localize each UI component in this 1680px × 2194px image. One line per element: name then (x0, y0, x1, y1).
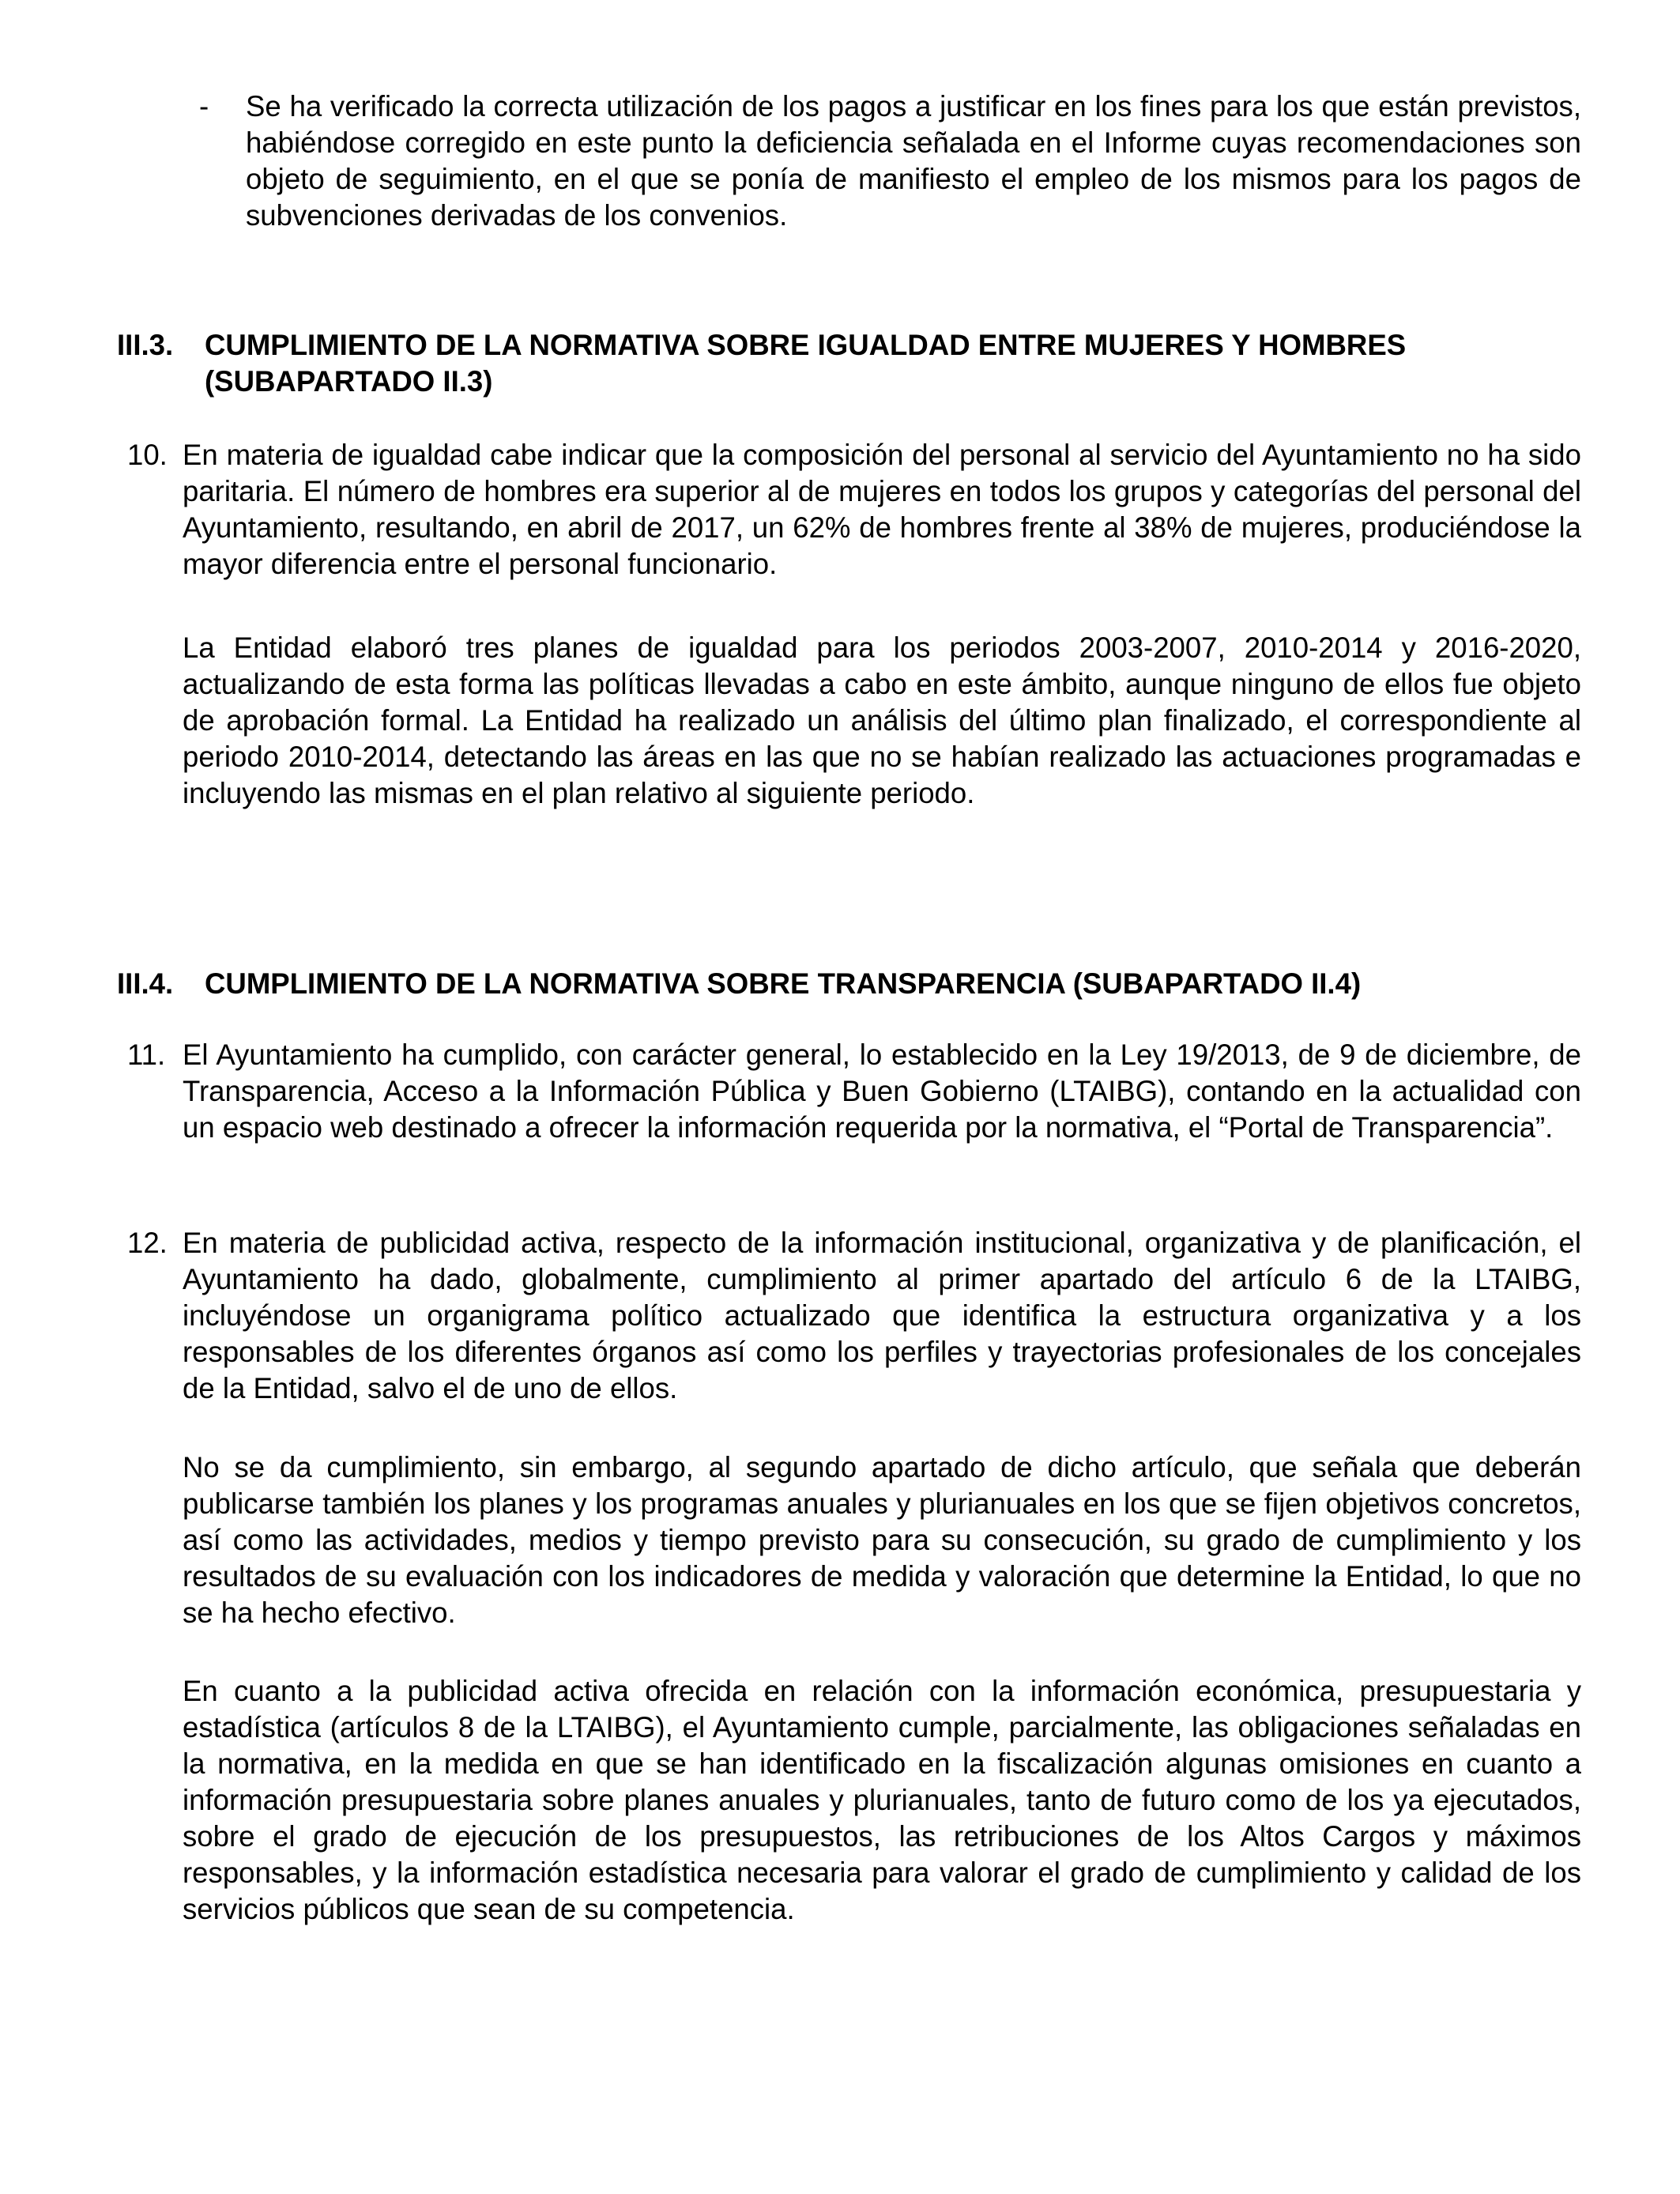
section-number: III.3. (117, 329, 174, 361)
item-number-10: 10. (127, 439, 168, 471)
section-heading-iii-3 (117, 327, 1585, 400)
item-12-paragraph: En materia de publicidad activa, respecto de la información institucional, organizativa y de planificación, el Ayuntamiento ha dado, globalmente, cumplimiento al primer apartado del artículo 6 de la LTAIBG, incluyéndose un organigrama político actualizado que identifica la estructura organizativa y a los responsables de los diferentes órganos así como los perfiles y trayectorias profesionales de los concejales de la Entidad, salvo el de uno de ellos. (183, 1227, 1581, 1404)
section-heading-iii-4 (117, 966, 1585, 1002)
section-title: CUMPLIMIENTO DE LA NORMATIVA SOBRE TRANSPARENCIA (SUBAPARTADO II.4) (205, 967, 1362, 1000)
section-title: CUMPLIMIENTO DE LA NORMATIVA SOBRE IGUALDAD ENTRE MUJERES Y HOMBRES (SUBAPARTADO II.3) (205, 329, 1407, 398)
bullet-paragraph: Se ha verificado la correcta utilización de los pagos a justificar en los fines para los que están previstos, habiéndose corregido en este punto la deficiencia señalada en el Informe cuyas recomendaciones son objeto de seguimiento, en el que se ponía de manifiesto el empleo de los mismos para los pagos de subvenciones derivadas de los convenios. (246, 90, 1581, 232)
item-10-paragraph: En materia de igualdad cabe indicar que la composición del personal al servicio del Ayuntamiento no ha sido paritaria. El número de hombres era superior al de mujeres en todos los grupos y categorías del personal del Ayuntamiento, resultando, en abril de 2017, un 62% de hombres frente al 38% de mujeres, produciéndose la mayor diferencia entre el personal funcionario. (183, 439, 1581, 580)
item-number-12: 12. (127, 1227, 168, 1259)
item-12-paragraph-3: En cuanto a la publicidad activa ofrecida en relación con la información económica, presupuestaria y estadística (artículos 8 de la LTAIBG), el Ayuntamiento cumple, parcialmente, las obligaciones señaladas en la normativa, en la medida en que se han identificado en la fiscalización algunas omisiones en cuanto a información presupuestaria sobre planes anuales y plurianuales, tanto de futuro como de los ya ejecutados, sobre el grado de ejecución de los presupuestos, las retribuciones de los Altos Cargos y máximos responsables, y la información estadística necesaria para valorar el grado de cumplimiento y calidad de los servicios públicos que sean de su competencia. (183, 1675, 1581, 1925)
section-number: III.4. (117, 967, 174, 1000)
item-10-paragraph-2: La Entidad elaboró tres planes de igualdad para los periodos 2003-2007, 2010-2014 y 2016-2020, actualizando de esta forma las políticas llevadas a cabo en este ámbito, aunque ninguno de ellos fue objeto de aprobación formal. La Entidad ha realizado un análisis del último plan finalizado, el correspondiente al periodo 2010-2014, detectando las áreas en las que no se habían realizado las actuaciones programadas e incluyendo las mismas en el plan relativo al siguiente periodo. (183, 631, 1581, 809)
bullet-marker: - (199, 90, 209, 123)
item-11-paragraph: El Ayuntamiento ha cumplido, con carácter general, lo establecido en la Ley 19/2013, de 9 de diciembre, de Transparencia, Acceso a la Información Pública y Buen Gobierno (LTAIBG), contando en la actualidad con un espacio web destinado a ofrecer la información requerida por la normativa, el “Portal de Transparencia”. (183, 1039, 1581, 1144)
item-number-11: 11. (127, 1039, 166, 1071)
item-12-paragraph-2: No se da cumplimiento, sin embargo, al segundo apartado de dicho artículo, que señala que deberán publicarse también los planes y los programas anuales y plurianuales en los que se fijen objetivos concretos, así como las actividades, medios y tiempo previsto para su consecución, su grado de cumplimiento y los resultados de su evaluación con los indicadores de medida y valoración que determine la Entidad, lo que no se ha hecho efectivo. (183, 1451, 1581, 1629)
